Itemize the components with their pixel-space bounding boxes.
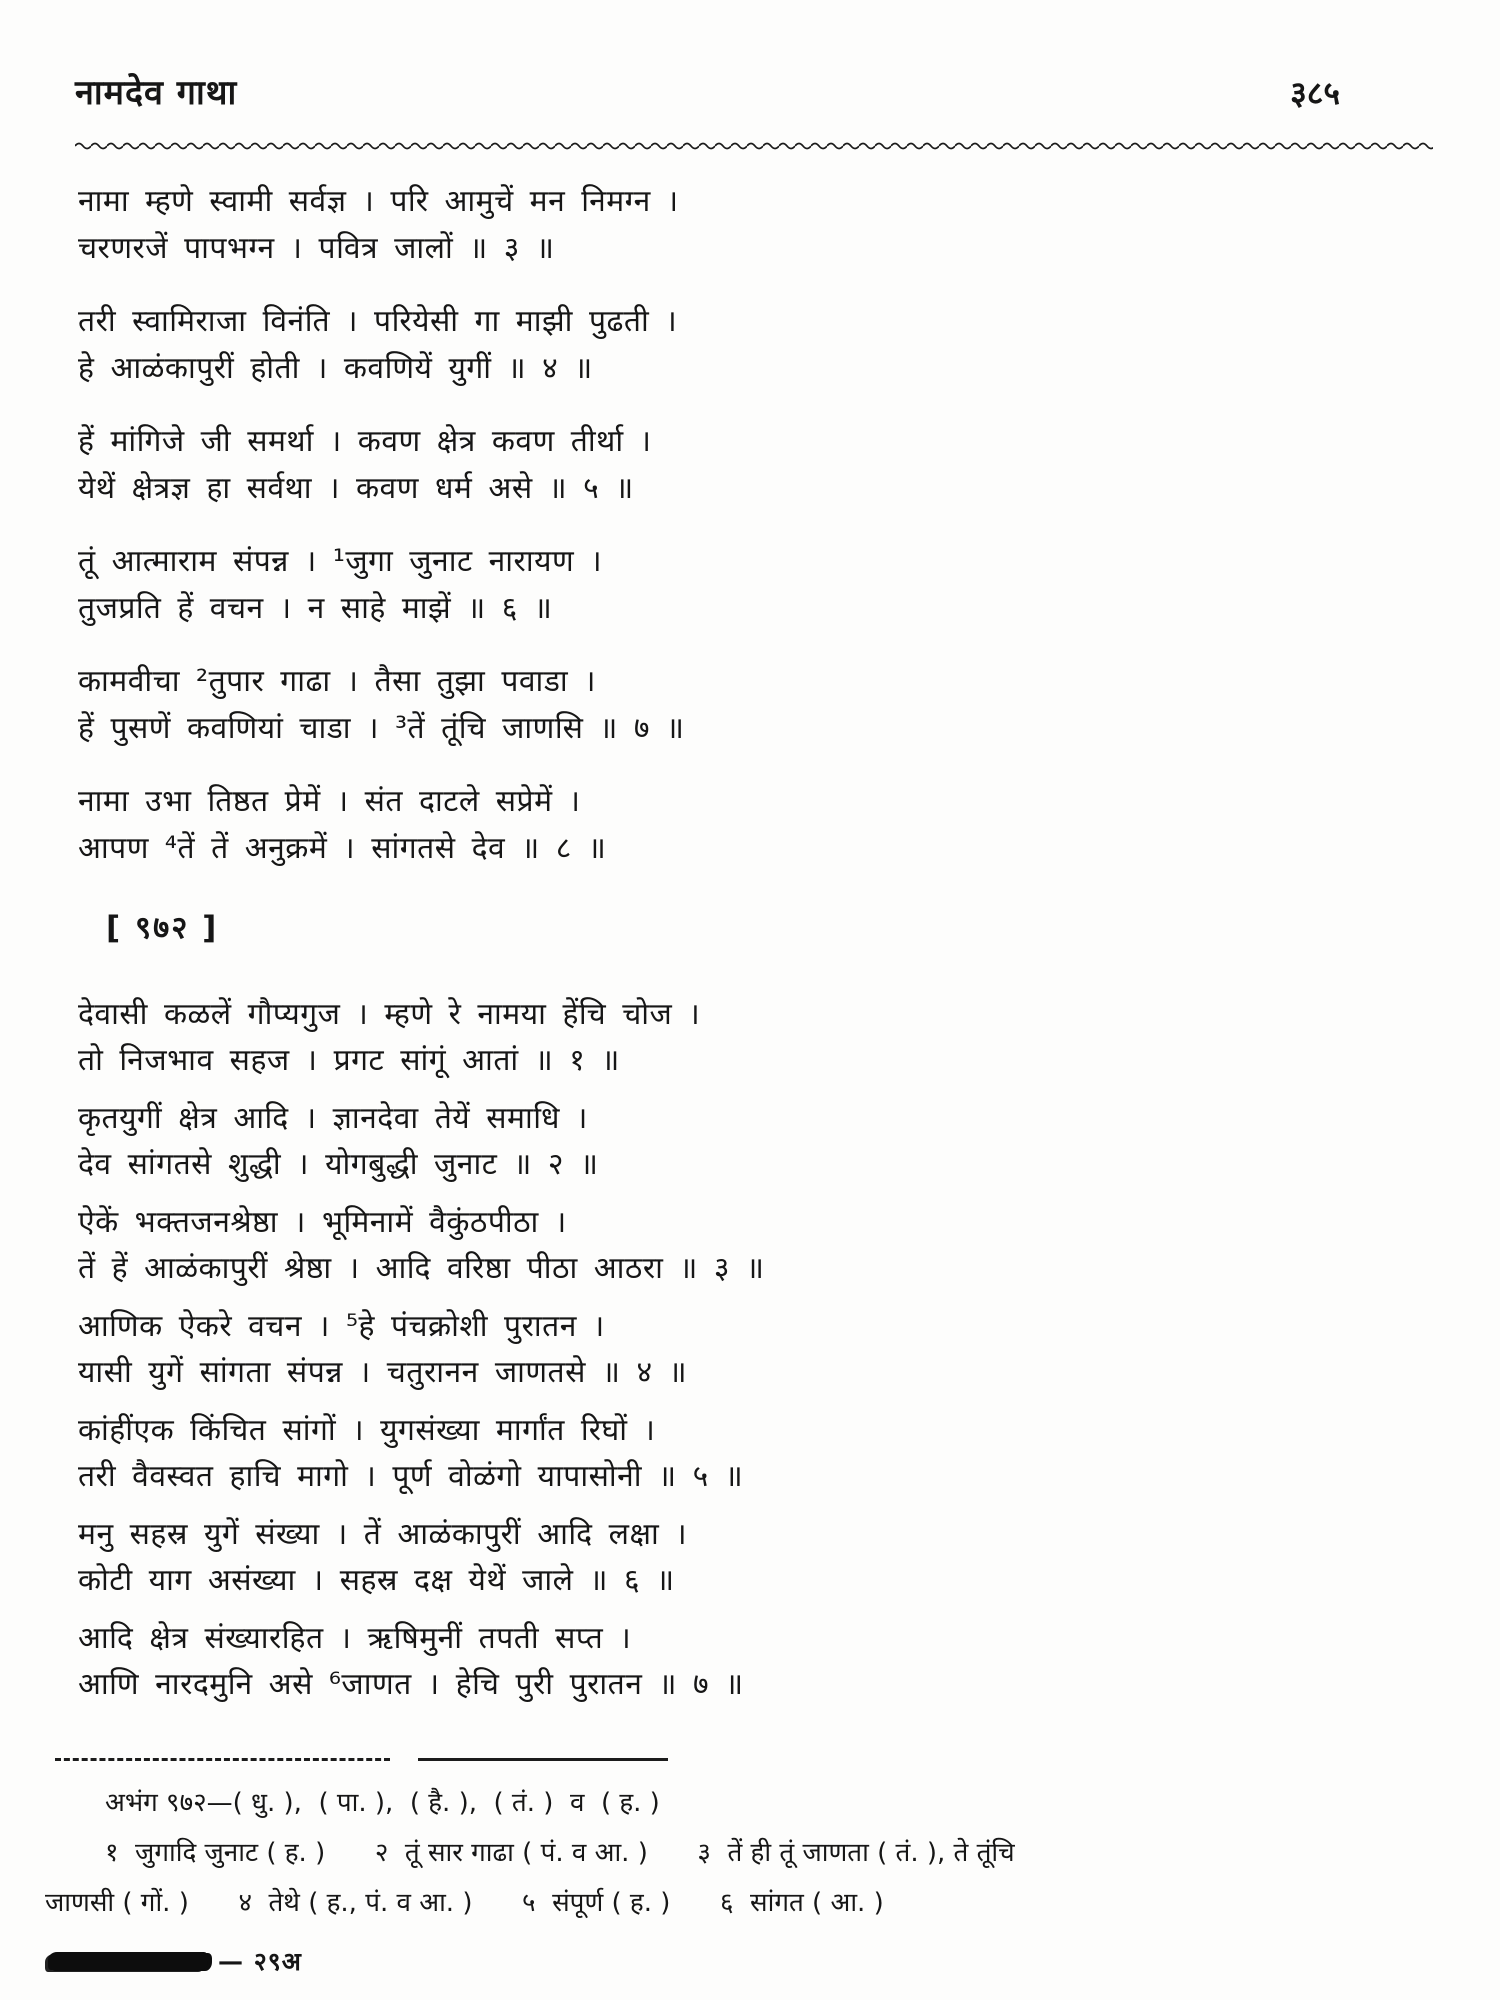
verse-line: तरी वैवस्वत हाचि मागो । पूर्ण वोळंगो यापासोनी ॥ ५ ॥ — [78, 1459, 744, 1494]
verse-line: कांहींएक किंचित सांगों । युगसंख्या मार्गांत रिघों । — [78, 1413, 656, 1448]
book-title: नामदेव गाथा — [75, 73, 238, 113]
verse-line: कृतयुगीं क्षेत्र आदि । ज्ञानदेवा तेयें समाधि । — [78, 1101, 588, 1136]
verse-5 — [78, 1408, 1440, 1500]
printer-signature — [48, 1944, 302, 1978]
verse-2 — [78, 1096, 1440, 1188]
verse-7 — [78, 658, 1440, 752]
dashed-rule — [55, 1758, 390, 1761]
verse-3 — [78, 1200, 1440, 1292]
verse-line: आणि नारदमुनि असे ⁶जाणत । हेचि पुरी पुरातन ॥ ७ ॥ — [78, 1667, 744, 1702]
abhang-previous-continued — [78, 178, 1440, 872]
verse-line: नामा म्हणे स्वामी सर्वज्ञ । परि आमुचें मन निमग्न । — [78, 184, 679, 219]
verse-line: तें हें आळंकापुरीं श्रेष्ठा । आदि वरिष्ठा पीठा आठरा ॥ ३ ॥ — [78, 1251, 765, 1286]
verse-8 — [78, 778, 1440, 872]
verse-line: हें मांगिजे जी समर्था । कवण क्षेत्र कवण तीर्था । — [78, 424, 652, 459]
verse-4 — [78, 1304, 1440, 1396]
verse-line: यासी युगें सांगता संपन्न । चतुरानन जाणतसे ॥ ४ ॥ — [78, 1355, 688, 1390]
page-content — [78, 178, 1440, 1720]
wavy-rule-divider — [75, 138, 1433, 152]
footnote-line-1: १ जुगादि जुनाट ( ह. ) २ तूं सार गाढा ( पं. व आ. ) ३ तें ही तूं जाणता ( तं. ), ते तूंचि — [105, 1838, 1015, 1868]
verse-6 — [78, 538, 1440, 632]
printer-signature-text: — २९अ — [218, 1947, 302, 1976]
verse-line: देव सांगतसे शुद्धी । योगबुद्धी जुनाट ॥ २ ॥ — [78, 1147, 599, 1182]
verse-line: चरणरजें पापभग्न । पवित्र जालों ॥ ३ ॥ — [78, 231, 555, 266]
verse-7 — [78, 1616, 1440, 1708]
footnote-separator — [55, 1758, 668, 1761]
verse-1 — [78, 992, 1440, 1084]
verse-line: तुजप्रति हें वचन । न साहे माझें ॥ ६ ॥ — [78, 591, 553, 626]
verse-line: तूं आत्माराम संपन्न । ¹जुगा जुनाट नारायण । — [78, 544, 603, 579]
verse-line: येथें क्षेत्रज्ञ हा सर्वथा । कवण धर्म असे ॥ ५ ॥ — [78, 471, 634, 506]
page-number: ३८५ — [1290, 74, 1340, 112]
page-header — [75, 68, 1430, 114]
verse-line: आणिक ऐकरे वचन । ⁵हे पंचक्रोशी पुरातन । — [78, 1309, 605, 1344]
verse-line: आदि क्षेत्र संख्यारहित । ऋषिमुनीं तपती सप्त । — [78, 1621, 632, 1656]
verse-5 — [78, 418, 1440, 512]
verse-line: कामवीचा ²तुपार गाढा । तैसा तुझा पवाडा । — [78, 664, 597, 699]
verse-line: नामा उभा तिष्ठत प्रेमें । संत दाटले सप्रेमें । — [78, 784, 581, 819]
verse-line: तो निजभाव सहज । प्रगट सांगूं आतां ॥ १ ॥ — [78, 1043, 620, 1078]
solid-rule — [418, 1758, 668, 1761]
footnote-block — [45, 1778, 1460, 1928]
verse-line: ऐकें भक्तजनश्रेष्ठा । भूमिनामें वैकुंठपीठा । — [78, 1205, 567, 1240]
footnote-sources-line: अभंग ९७२—( धु. ), ( पा. ), ( है. ), ( तं. ) व ( ह. ) — [105, 1788, 660, 1818]
footnote-line-2: जाणसी ( गों. ) ४ तेथे ( ह., पं. व आ. ) ५ संपूर्ण ( ह. ) ६ सांगत ( आ. ) — [45, 1888, 884, 1918]
ink-smudge-mark — [48, 1952, 208, 1970]
verse-6 — [78, 1512, 1440, 1604]
verse-line: मनु सहस्र युगें संख्या । तें आळंकापुरीं आदि लक्षा । — [78, 1517, 688, 1552]
abhang-972 — [78, 992, 1440, 1708]
verse-4 — [78, 298, 1440, 392]
verse-3 — [78, 178, 1440, 272]
abhang-number-header: [ ९७२ ] — [106, 910, 219, 946]
verse-line: तरी स्वामिराजा विनंति । परियेसी गा माझी पुढती । — [78, 304, 678, 339]
verse-line: हे आळंकापुरीं होती । कवणियें युगीं ॥ ४ ॥ — [78, 351, 593, 386]
verse-line: कोटी याग असंख्या । सहस्र दक्ष येथें जाले ॥ ६ ॥ — [78, 1563, 675, 1598]
verse-line: देवासी कळलें गौप्यगुज । म्हणे रे नामया हेंचि चोज । — [78, 997, 701, 1032]
verse-line: आपण ⁴तें तें अनुक्रमें । सांगतसे देव ॥ ८ ॥ — [78, 831, 607, 866]
verse-line: हें पुसणें कवणियां चाडा । ³तें तूंचि जाणसि ॥ ७ ॥ — [78, 711, 685, 746]
